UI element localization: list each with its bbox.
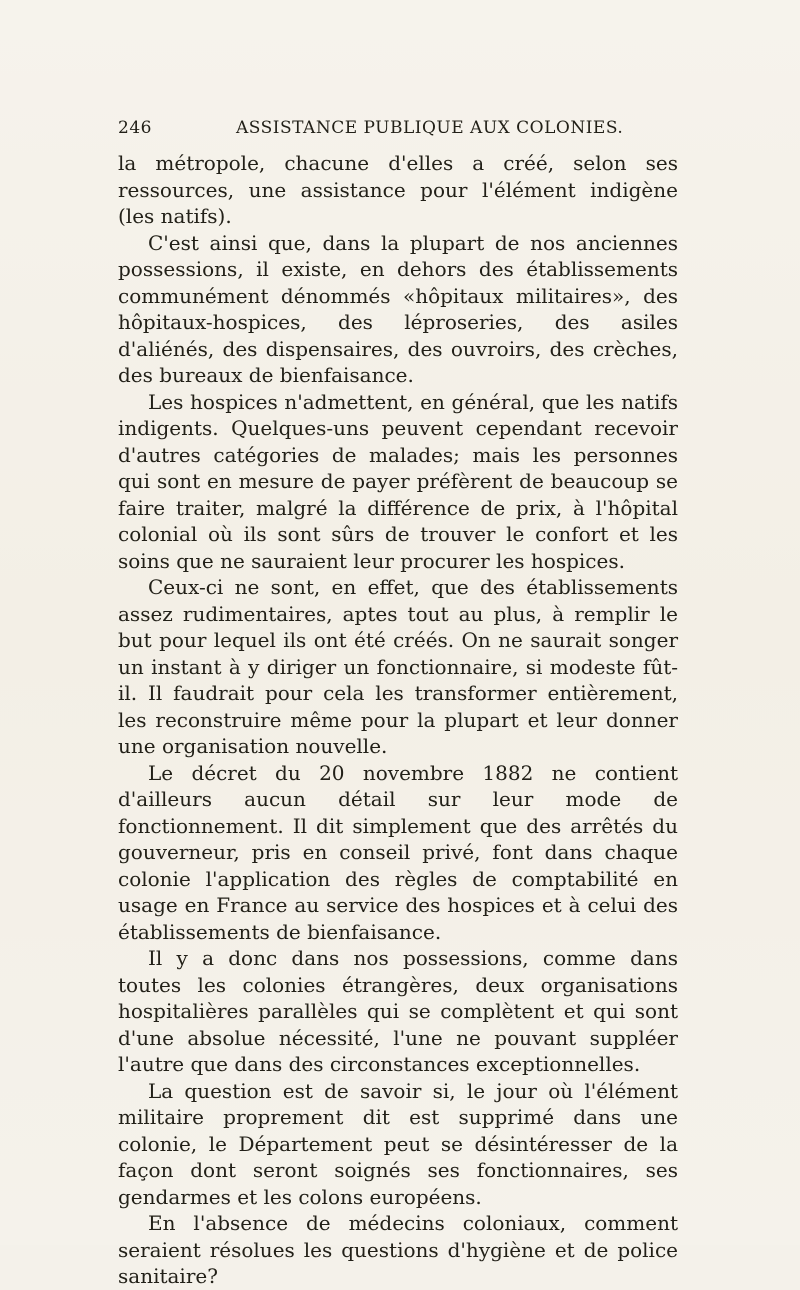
page-number: 246 — [118, 118, 152, 138]
paragraph: la métropole, chacune d'elles a créé, selon ses ressources, une assistance pour l'élément indigène (les natifs). — [118, 151, 678, 228]
paragraph: Ceux-ci ne sont, en effet, que des établissements assez rudimentaires, aptes tout au plus, à remplir le but pour lequel ils ont été créés. On ne saurait songer un instant à y diriger un fonctionnaire, si modeste fût-il. Il faudrait pour cela les transformer entièrement, les reconstruire même pour la plupart et leur donner une organisation nouvelle. — [118, 575, 678, 758]
body-text — [118, 150, 678, 1290]
paragraph: C'est ainsi que, dans la plupart de nos anciennes possessions, il existe, en dehors des établissements communément dénommés «hôpitaux militaires», des hôpitaux-hospices, des léproseries, des asiles d'aliénés, des dispensaires, des ouvroirs, des crèches, des bureaux de bienfaisance. — [118, 230, 678, 387]
paragraph: La question est de savoir si, le jour où l'élément militaire proprement dit est supprimé dans une colonie, le Département peut se désintéresser de la façon dont seront soignés ses fonctionnaires, ses gendarmes et les colons européens. — [118, 1078, 678, 1209]
paragraph: Le décret du 20 novembre 1882 ne contient d'ailleurs aucun détail sur leur mode de fonctionnement. Il dit simplement que des arrêtés du gouverneur, pris en conseil privé, font dans chaque colonie l'application des règles de comptabilité en usage en France au service des hospices et à celui des établissements de bienfaisance. — [118, 760, 678, 944]
paragraph: Les hospices n'admettent, en général, que les natifs indigents. Quelques-uns peuvent cependant recevoir d'autres catégories de malades; mais les personnes qui sont en mesure de payer préfèrent de beaucoup se faire traiter, malgré la différence de prix, à l'hôpital colonial où ils sont sûrs de trouver le confort et les soins que ne sauraient leur procurer les hospices. — [118, 389, 678, 573]
running-title: ASSISTANCE PUBLIQUE AUX COLONIES. — [236, 118, 624, 138]
paragraph: En l'absence de médecins coloniaux, comment seraient résolues les questions d'hygiène et de police sanitaire? — [118, 1211, 678, 1288]
page-header — [118, 118, 678, 142]
paragraph: Il y a donc dans nos possessions, comme dans toutes les colonies étrangères, deux organisations hospitalières parallèles qui se complètent et qui sont d'une absolue nécessité, l'une ne pouvant suppléer l'autre que dans des circonstances exceptionnelles. — [118, 946, 678, 1076]
